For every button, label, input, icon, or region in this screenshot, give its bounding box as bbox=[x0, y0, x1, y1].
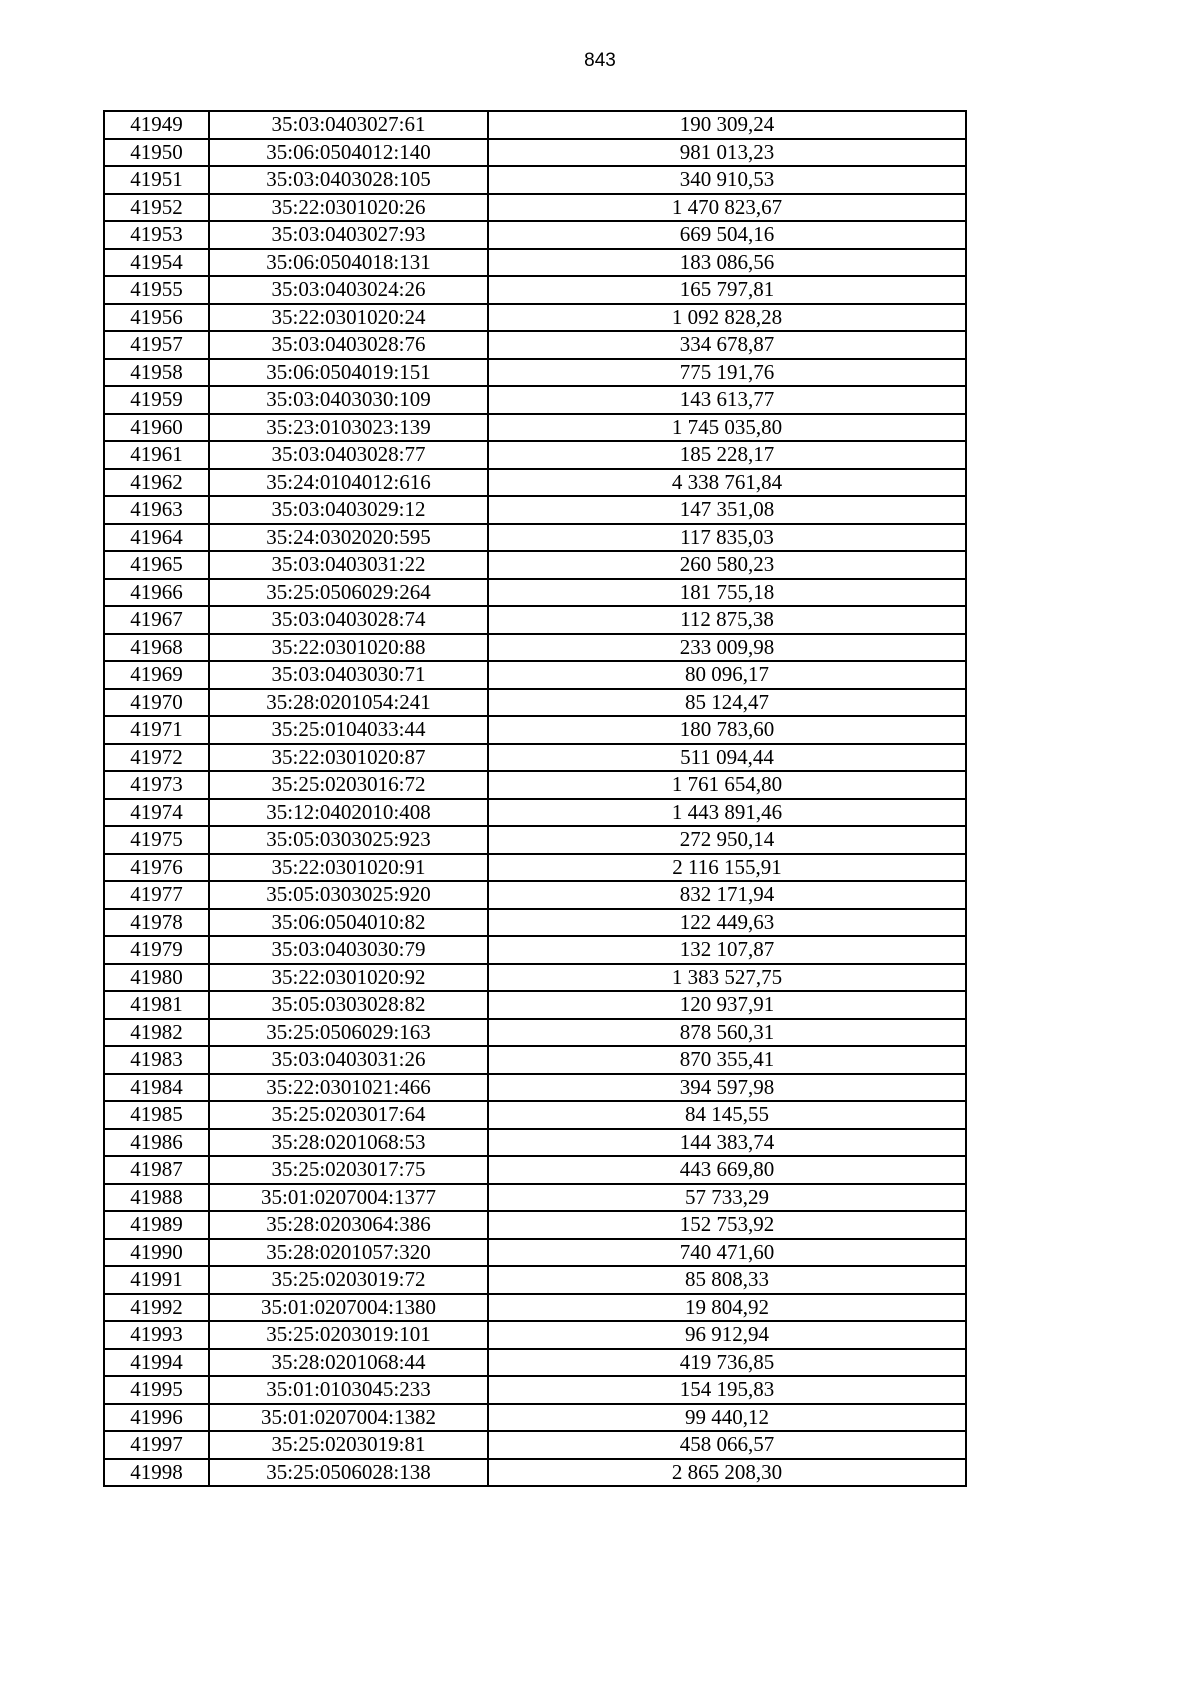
cadastral-value-cell: 2 116 155,91 bbox=[488, 854, 966, 882]
table-row bbox=[104, 579, 966, 607]
cadastral-value-cell: 4 338 761,84 bbox=[488, 469, 966, 497]
cadastral-number-cell: 35:06:0504019:151 bbox=[209, 359, 488, 387]
cadastral-value-cell: 190 309,24 bbox=[488, 111, 966, 139]
cadastral-value-cell: 233 009,98 bbox=[488, 634, 966, 662]
cadastral-number-cell: 35:22:0301020:24 bbox=[209, 304, 488, 332]
cadastral-value-cell: 180 783,60 bbox=[488, 716, 966, 744]
cadastral-value-cell: 443 669,80 bbox=[488, 1156, 966, 1184]
cadastral-number-cell: 35:25:0203017:64 bbox=[209, 1101, 488, 1129]
cadastral-value-cell: 96 912,94 bbox=[488, 1321, 966, 1349]
cadastral-value-cell: 775 191,76 bbox=[488, 359, 966, 387]
cadastral-number-cell: 35:03:0403028:105 bbox=[209, 166, 488, 194]
cadastral-number-cell: 35:25:0203017:75 bbox=[209, 1156, 488, 1184]
cadastral-number-cell: 35:28:0201054:241 bbox=[209, 689, 488, 717]
cadastral-number-cell: 35:05:0303025:923 bbox=[209, 826, 488, 854]
table-row bbox=[104, 936, 966, 964]
row-number-cell: 41952 bbox=[104, 194, 209, 222]
row-number-cell: 41957 bbox=[104, 331, 209, 359]
cadastral-value-cell: 1 470 823,67 bbox=[488, 194, 966, 222]
table-row bbox=[104, 1184, 966, 1212]
table-row bbox=[104, 469, 966, 497]
row-number-cell: 41994 bbox=[104, 1349, 209, 1377]
table-row bbox=[104, 1321, 966, 1349]
table-row bbox=[104, 386, 966, 414]
cadastral-number-cell: 35:03:0403028:74 bbox=[209, 606, 488, 634]
row-number-cell: 41969 bbox=[104, 661, 209, 689]
cadastral-value-cell: 340 910,53 bbox=[488, 166, 966, 194]
row-number-cell: 41954 bbox=[104, 249, 209, 277]
cadastral-number-cell: 35:01:0207004:1377 bbox=[209, 1184, 488, 1212]
table-row bbox=[104, 1459, 966, 1487]
row-number-cell: 41979 bbox=[104, 936, 209, 964]
cadastral-number-cell: 35:22:0301021:466 bbox=[209, 1074, 488, 1102]
cadastral-number-cell: 35:03:0403031:22 bbox=[209, 551, 488, 579]
cadastral-number-cell: 35:03:0403024:26 bbox=[209, 276, 488, 304]
cadastral-number-cell: 35:22:0301020:26 bbox=[209, 194, 488, 222]
cadastral-number-cell: 35:03:0403030:79 bbox=[209, 936, 488, 964]
cadastral-number-cell: 35:24:0302020:595 bbox=[209, 524, 488, 552]
row-number-cell: 41980 bbox=[104, 964, 209, 992]
row-number-cell: 41960 bbox=[104, 414, 209, 442]
table-row bbox=[104, 771, 966, 799]
cadastral-number-cell: 35:25:0506028:138 bbox=[209, 1459, 488, 1487]
row-number-cell: 41962 bbox=[104, 469, 209, 497]
cadastral-value-cell: 122 449,63 bbox=[488, 909, 966, 937]
row-number-cell: 41950 bbox=[104, 139, 209, 167]
table-row bbox=[104, 1101, 966, 1129]
cadastral-number-cell: 35:25:0203019:101 bbox=[209, 1321, 488, 1349]
cadastral-value-cell: 458 066,57 bbox=[488, 1431, 966, 1459]
row-number-cell: 41958 bbox=[104, 359, 209, 387]
table-row bbox=[104, 689, 966, 717]
cadastral-value-cell: 870 355,41 bbox=[488, 1046, 966, 1074]
table-row bbox=[104, 1266, 966, 1294]
row-number-cell: 41970 bbox=[104, 689, 209, 717]
row-number-cell: 41977 bbox=[104, 881, 209, 909]
row-number-cell: 41982 bbox=[104, 1019, 209, 1047]
cadastral-value-cell: 117 835,03 bbox=[488, 524, 966, 552]
row-number-cell: 41974 bbox=[104, 799, 209, 827]
cadastral-value-cell: 981 013,23 bbox=[488, 139, 966, 167]
cadastral-number-cell: 35:12:0402010:408 bbox=[209, 799, 488, 827]
cadastral-value-cell: 143 613,77 bbox=[488, 386, 966, 414]
cadastral-number-cell: 35:03:0403031:26 bbox=[209, 1046, 488, 1074]
table-row bbox=[104, 414, 966, 442]
row-number-cell: 41998 bbox=[104, 1459, 209, 1487]
table-row bbox=[104, 606, 966, 634]
row-number-cell: 41967 bbox=[104, 606, 209, 634]
table-body bbox=[104, 111, 966, 1486]
table-row bbox=[104, 881, 966, 909]
cadastral-number-cell: 35:23:0103023:139 bbox=[209, 414, 488, 442]
cadastral-value-cell: 511 094,44 bbox=[488, 744, 966, 772]
table-row bbox=[104, 1404, 966, 1432]
cadastral-number-cell: 35:05:0303028:82 bbox=[209, 991, 488, 1019]
table-row bbox=[104, 1294, 966, 1322]
table-row bbox=[104, 194, 966, 222]
table-row bbox=[104, 1074, 966, 1102]
table-row bbox=[104, 1431, 966, 1459]
page-number: 843 bbox=[584, 50, 616, 71]
cadastral-value-cell: 272 950,14 bbox=[488, 826, 966, 854]
cadastral-value-cell: 152 753,92 bbox=[488, 1211, 966, 1239]
table-row bbox=[104, 111, 966, 139]
cadastral-number-cell: 35:05:0303025:920 bbox=[209, 881, 488, 909]
table-row bbox=[104, 166, 966, 194]
row-number-cell: 41956 bbox=[104, 304, 209, 332]
cadastral-value-cell: 147 351,08 bbox=[488, 496, 966, 524]
table-row bbox=[104, 524, 966, 552]
cadastral-value-cell: 1 761 654,80 bbox=[488, 771, 966, 799]
row-number-cell: 41976 bbox=[104, 854, 209, 882]
cadastral-value-cell: 1 383 527,75 bbox=[488, 964, 966, 992]
cadastral-number-cell: 35:28:0201068:44 bbox=[209, 1349, 488, 1377]
cadastral-value-cell: 394 597,98 bbox=[488, 1074, 966, 1102]
row-number-cell: 41951 bbox=[104, 166, 209, 194]
cadastral-value-cell: 80 096,17 bbox=[488, 661, 966, 689]
cadastral-value-cell: 84 145,55 bbox=[488, 1101, 966, 1129]
table-row bbox=[104, 991, 966, 1019]
cadastral-value-cell: 165 797,81 bbox=[488, 276, 966, 304]
row-number-cell: 41981 bbox=[104, 991, 209, 1019]
table-row bbox=[104, 1046, 966, 1074]
table-row bbox=[104, 331, 966, 359]
row-number-cell: 41973 bbox=[104, 771, 209, 799]
table-row bbox=[104, 441, 966, 469]
row-number-cell: 41985 bbox=[104, 1101, 209, 1129]
cadastral-value-cell: 1 443 891,46 bbox=[488, 799, 966, 827]
cadastral-value-table bbox=[103, 110, 967, 1487]
table-row bbox=[104, 716, 966, 744]
table-row bbox=[104, 359, 966, 387]
cadastral-value-cell: 2 865 208,30 bbox=[488, 1459, 966, 1487]
cadastral-value-cell: 85 124,47 bbox=[488, 689, 966, 717]
cadastral-number-cell: 35:03:0403027:61 bbox=[209, 111, 488, 139]
table-row bbox=[104, 744, 966, 772]
row-number-cell: 41986 bbox=[104, 1129, 209, 1157]
row-number-cell: 41989 bbox=[104, 1211, 209, 1239]
row-number-cell: 41972 bbox=[104, 744, 209, 772]
row-number-cell: 41997 bbox=[104, 1431, 209, 1459]
table-row bbox=[104, 304, 966, 332]
cadastral-number-cell: 35:03:0403028:76 bbox=[209, 331, 488, 359]
row-number-cell: 41995 bbox=[104, 1376, 209, 1404]
row-number-cell: 41949 bbox=[104, 111, 209, 139]
cadastral-number-cell: 35:25:0506029:163 bbox=[209, 1019, 488, 1047]
row-number-cell: 41983 bbox=[104, 1046, 209, 1074]
table-row bbox=[104, 661, 966, 689]
table-row bbox=[104, 1349, 966, 1377]
row-number-cell: 41959 bbox=[104, 386, 209, 414]
cadastral-value-cell: 57 733,29 bbox=[488, 1184, 966, 1212]
row-number-cell: 41966 bbox=[104, 579, 209, 607]
table-row bbox=[104, 249, 966, 277]
cadastral-number-cell: 35:22:0301020:92 bbox=[209, 964, 488, 992]
cadastral-number-cell: 35:28:0201068:53 bbox=[209, 1129, 488, 1157]
table-row bbox=[104, 276, 966, 304]
row-number-cell: 41991 bbox=[104, 1266, 209, 1294]
table-row bbox=[104, 1239, 966, 1267]
cadastral-value-cell: 878 560,31 bbox=[488, 1019, 966, 1047]
cadastral-number-cell: 35:01:0103045:233 bbox=[209, 1376, 488, 1404]
cadastral-value-cell: 181 755,18 bbox=[488, 579, 966, 607]
table-row bbox=[104, 1211, 966, 1239]
cadastral-value-cell: 183 086,56 bbox=[488, 249, 966, 277]
cadastral-value-cell: 99 440,12 bbox=[488, 1404, 966, 1432]
row-number-cell: 41988 bbox=[104, 1184, 209, 1212]
cadastral-value-cell: 1 092 828,28 bbox=[488, 304, 966, 332]
cadastral-value-cell: 120 937,91 bbox=[488, 991, 966, 1019]
cadastral-number-cell: 35:03:0403029:12 bbox=[209, 496, 488, 524]
row-number-cell: 41993 bbox=[104, 1321, 209, 1349]
row-number-cell: 41963 bbox=[104, 496, 209, 524]
cadastral-value-cell: 260 580,23 bbox=[488, 551, 966, 579]
row-number-cell: 41975 bbox=[104, 826, 209, 854]
cadastral-number-cell: 35:24:0104012:616 bbox=[209, 469, 488, 497]
cadastral-value-cell: 85 808,33 bbox=[488, 1266, 966, 1294]
table-row bbox=[104, 139, 966, 167]
cadastral-number-cell: 35:01:0207004:1380 bbox=[209, 1294, 488, 1322]
table-row bbox=[104, 496, 966, 524]
row-number-cell: 41953 bbox=[104, 221, 209, 249]
table-row bbox=[104, 1156, 966, 1184]
cadastral-value-cell: 185 228,17 bbox=[488, 441, 966, 469]
cadastral-value-cell: 740 471,60 bbox=[488, 1239, 966, 1267]
cadastral-number-cell: 35:22:0301020:91 bbox=[209, 854, 488, 882]
cadastral-value-cell: 132 107,87 bbox=[488, 936, 966, 964]
row-number-cell: 41965 bbox=[104, 551, 209, 579]
cadastral-number-cell: 35:06:0504010:82 bbox=[209, 909, 488, 937]
row-number-cell: 41978 bbox=[104, 909, 209, 937]
cadastral-number-cell: 35:03:0403030:71 bbox=[209, 661, 488, 689]
table-row bbox=[104, 551, 966, 579]
cadastral-number-cell: 35:03:0403027:93 bbox=[209, 221, 488, 249]
row-number-cell: 41992 bbox=[104, 1294, 209, 1322]
cadastral-number-cell: 35:25:0203019:72 bbox=[209, 1266, 488, 1294]
cadastral-number-cell: 35:06:0504012:140 bbox=[209, 139, 488, 167]
cadastral-value-cell: 112 875,38 bbox=[488, 606, 966, 634]
cadastral-value-cell: 419 736,85 bbox=[488, 1349, 966, 1377]
cadastral-number-cell: 35:22:0301020:87 bbox=[209, 744, 488, 772]
cadastral-value-cell: 669 504,16 bbox=[488, 221, 966, 249]
table-row bbox=[104, 854, 966, 882]
table-row bbox=[104, 799, 966, 827]
table-row bbox=[104, 909, 966, 937]
cadastral-value-cell: 334 678,87 bbox=[488, 331, 966, 359]
cadastral-number-cell: 35:25:0506029:264 bbox=[209, 579, 488, 607]
cadastral-number-cell: 35:01:0207004:1382 bbox=[209, 1404, 488, 1432]
row-number-cell: 41961 bbox=[104, 441, 209, 469]
cadastral-number-cell: 35:06:0504018:131 bbox=[209, 249, 488, 277]
cadastral-value-cell: 154 195,83 bbox=[488, 1376, 966, 1404]
cadastral-number-cell: 35:28:0201057:320 bbox=[209, 1239, 488, 1267]
cadastral-value-cell: 19 804,92 bbox=[488, 1294, 966, 1322]
row-number-cell: 41955 bbox=[104, 276, 209, 304]
table-row bbox=[104, 1376, 966, 1404]
table-row bbox=[104, 964, 966, 992]
row-number-cell: 41964 bbox=[104, 524, 209, 552]
table-row bbox=[104, 826, 966, 854]
table-row bbox=[104, 634, 966, 662]
cadastral-number-cell: 35:25:0104033:44 bbox=[209, 716, 488, 744]
cadastral-number-cell: 35:03:0403028:77 bbox=[209, 441, 488, 469]
row-number-cell: 41984 bbox=[104, 1074, 209, 1102]
cadastral-number-cell: 35:28:0203064:386 bbox=[209, 1211, 488, 1239]
cadastral-value-cell: 1 745 035,80 bbox=[488, 414, 966, 442]
row-number-cell: 41971 bbox=[104, 716, 209, 744]
row-number-cell: 41968 bbox=[104, 634, 209, 662]
cadastral-number-cell: 35:25:0203019:81 bbox=[209, 1431, 488, 1459]
cadastral-number-cell: 35:03:0403030:109 bbox=[209, 386, 488, 414]
cadastral-value-cell: 832 171,94 bbox=[488, 881, 966, 909]
table-row bbox=[104, 221, 966, 249]
row-number-cell: 41990 bbox=[104, 1239, 209, 1267]
table-row bbox=[104, 1129, 966, 1157]
row-number-cell: 41987 bbox=[104, 1156, 209, 1184]
table-row bbox=[104, 1019, 966, 1047]
row-number-cell: 41996 bbox=[104, 1404, 209, 1432]
cadastral-number-cell: 35:22:0301020:88 bbox=[209, 634, 488, 662]
cadastral-value-cell: 144 383,74 bbox=[488, 1129, 966, 1157]
cadastral-number-cell: 35:25:0203016:72 bbox=[209, 771, 488, 799]
